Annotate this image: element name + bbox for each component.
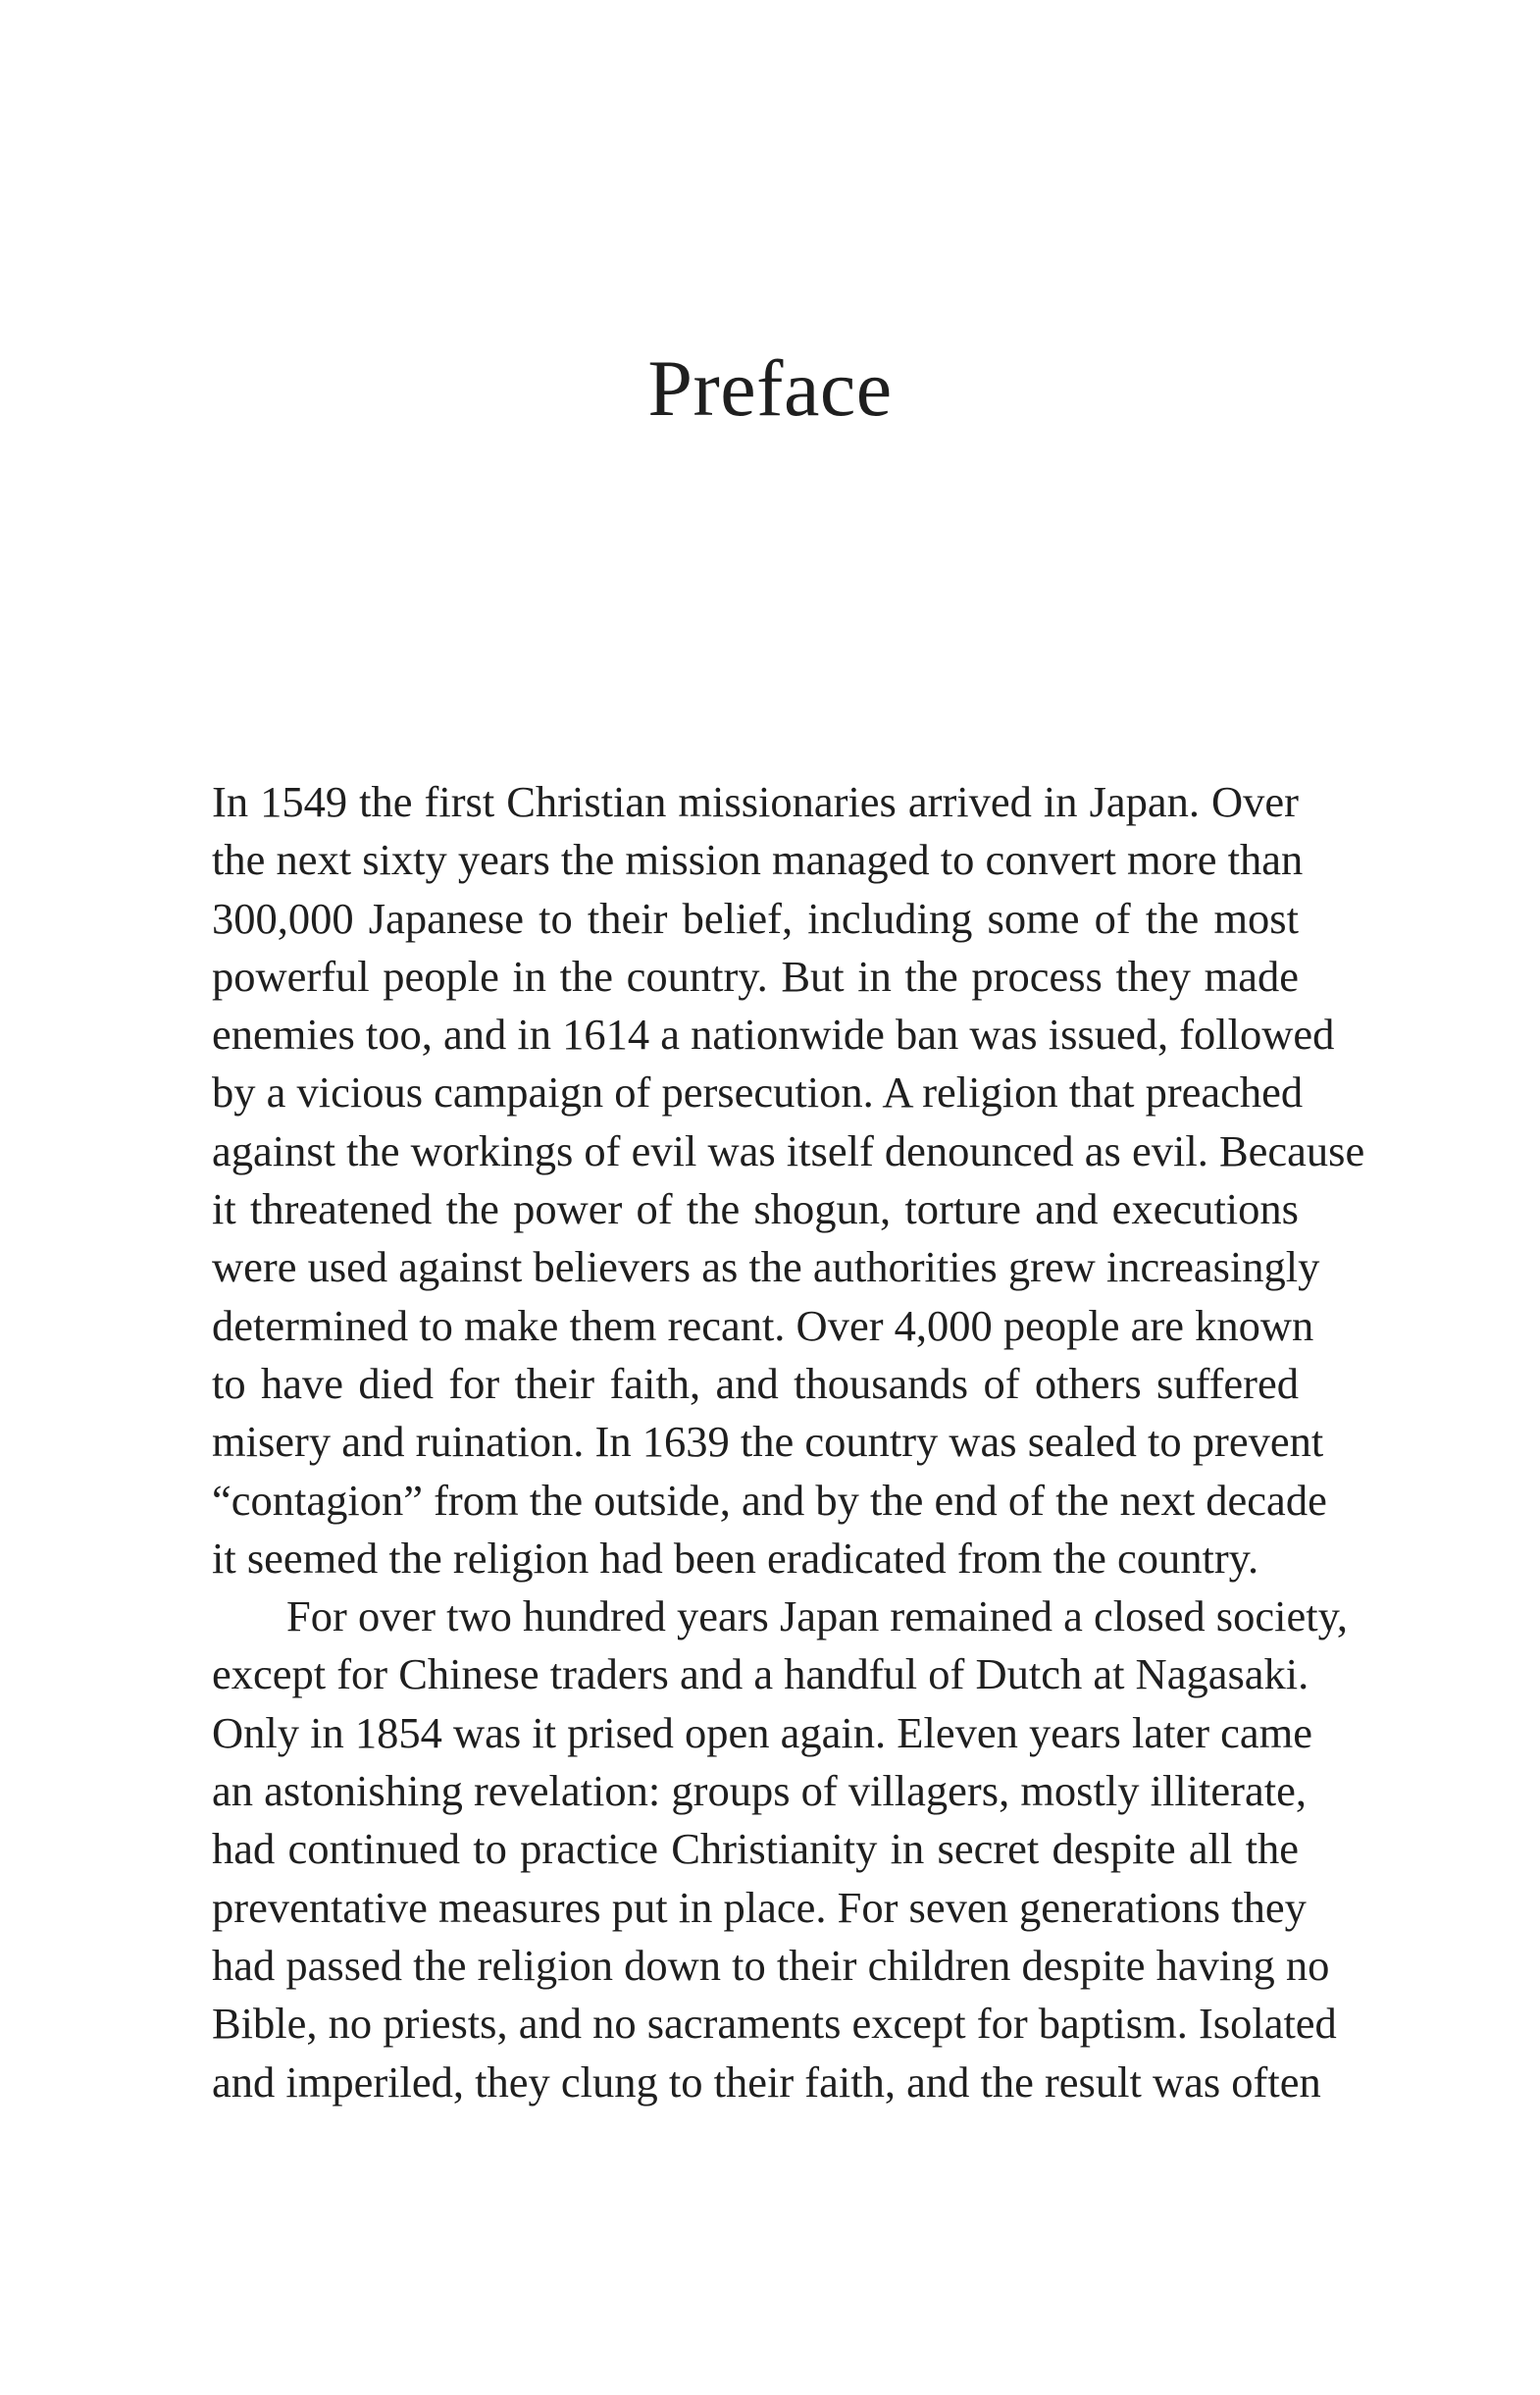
- text-line: had continued to practice Christianity in secret despite all the: [212, 1824, 1299, 1874]
- text-line: against the workings of evil was itself denounced as evil. Because: [212, 1125, 1365, 1175]
- text-line: For over two hundred years Japan remained a closed society,: [286, 1591, 1349, 1641]
- text-line: misery and ruination. In 1639 the country was sealed to prevent: [212, 1417, 1324, 1467]
- text-line: had passed the religion down to their children despite having no: [212, 1940, 1330, 1990]
- body-text: [212, 773, 1365, 2111]
- text-line: In 1549 the first Christian missionaries arrived in Japan. Over: [212, 777, 1299, 826]
- text-line: were used against believers as the authorities grew increasingly: [212, 1242, 1320, 1292]
- paragraph-1: [212, 773, 1365, 1588]
- text-line: and imperiled, they clung to their faith, and the result was often: [212, 2057, 1321, 2107]
- text-line: by a vicious campaign of persecution. A religion that preached: [212, 1067, 1304, 1118]
- text-line: “contagion” from the outside, and by the end of the next decade: [212, 1475, 1327, 1525]
- paragraph-2: [212, 1588, 1349, 2111]
- text-line: except for Chinese traders and a handful of Dutch at Nagasaki.: [212, 1649, 1309, 1699]
- text-line: 300,000 Japanese to their belief, including some of the most: [212, 893, 1299, 943]
- text-line: determined to make them recant. Over 4,000 people are known: [212, 1300, 1314, 1350]
- text-line: enemies too, and in 1614 a nationwide ban was issued, followed: [212, 1010, 1335, 1060]
- text-line: preventative measures put in place. For seven generations they: [212, 1882, 1307, 1932]
- text-line: it seemed the religion had been eradicated from the country.: [212, 1533, 1259, 1583]
- text-line: Only in 1854 was it prised open again. Eleven years later came: [212, 1707, 1313, 1757]
- text-line: an astonishing revelation: groups of villagers, mostly illiterate,: [212, 1766, 1307, 1816]
- page-title: Preface: [647, 343, 893, 433]
- text-line: to have died for their faith, and thousands of others suffered: [212, 1358, 1299, 1408]
- text-line: Bible, no priests, and no sacraments except for baptism. Isolated: [212, 1999, 1337, 2049]
- text-line: powerful people in the country. But in the process they made: [212, 951, 1299, 1001]
- text-line: it threatened the power of the shogun, torture and executions: [212, 1184, 1299, 1234]
- text-line: the next sixty years the mission managed to convert more than: [212, 835, 1304, 885]
